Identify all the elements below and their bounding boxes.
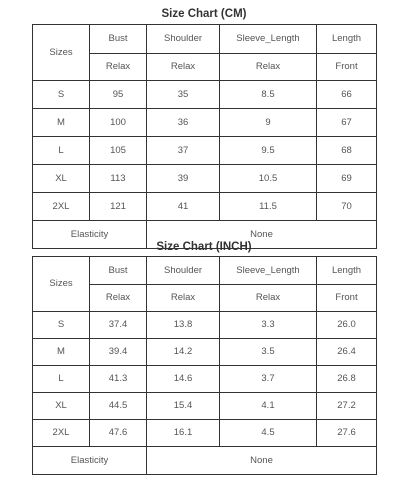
- cm-subheader-sleeve-length: Relax: [220, 54, 317, 81]
- shoulder-cell: 41: [147, 193, 220, 221]
- shoulder-cell: 36: [147, 109, 220, 137]
- inch-elasticity-value: None: [147, 447, 377, 475]
- table-row: [33, 339, 377, 366]
- length-cell: 26.8: [317, 366, 377, 393]
- inch-subheader-shoulder: Relax: [147, 285, 220, 312]
- cm-header-row: [33, 25, 377, 54]
- inch-elasticity-label: Elasticity: [33, 447, 147, 475]
- inch-header-row: [33, 257, 377, 285]
- shoulder-cell: 13.8: [147, 312, 220, 339]
- size-cell: S: [33, 81, 90, 109]
- bust-cell: 37.4: [90, 312, 147, 339]
- bust-cell: 105: [90, 137, 147, 165]
- shoulder-cell: 14.2: [147, 339, 220, 366]
- length-cell: 27.6: [317, 420, 377, 447]
- inch-chart-title: Size Chart (INCH): [156, 241, 252, 253]
- sleeve-length-cell: 8.5: [220, 81, 317, 109]
- cm-size-table: [32, 24, 377, 249]
- inch-header-length: Length: [317, 257, 377, 285]
- sleeve-length-cell: 3.3: [220, 312, 317, 339]
- table-row: [33, 393, 377, 420]
- cm-header-length: Length: [317, 25, 377, 54]
- cm-header-sleeve-length: Sleeve_Length: [220, 25, 317, 54]
- size-cell: M: [33, 109, 90, 137]
- cm-subheader-shoulder: Relax: [147, 54, 220, 81]
- size-cell: S: [33, 312, 90, 339]
- size-cell: XL: [33, 165, 90, 193]
- size-cell: XL: [33, 393, 90, 420]
- length-cell: 26.0: [317, 312, 377, 339]
- bust-cell: 44.5: [90, 393, 147, 420]
- inch-elasticity-row: [33, 447, 377, 475]
- shoulder-cell: 16.1: [147, 420, 220, 447]
- table-row: [33, 81, 377, 109]
- bust-cell: 100: [90, 109, 147, 137]
- shoulder-cell: 15.4: [147, 393, 220, 420]
- bust-cell: 95: [90, 81, 147, 109]
- table-row: [33, 165, 377, 193]
- cm-chart-title: Size Chart (CM): [161, 8, 247, 20]
- sleeve-length-cell: 4.5: [220, 420, 317, 447]
- shoulder-cell: 37: [147, 137, 220, 165]
- shoulder-cell: 35: [147, 81, 220, 109]
- length-cell: 70: [317, 193, 377, 221]
- inch-size-table: [32, 256, 377, 475]
- sleeve-length-cell: 4.1: [220, 393, 317, 420]
- sleeve-length-cell: 3.7: [220, 366, 317, 393]
- cm-sizes-header: Sizes: [33, 25, 90, 81]
- length-cell: 69: [317, 165, 377, 193]
- bust-cell: 121: [90, 193, 147, 221]
- size-cell: 2XL: [33, 420, 90, 447]
- cm-elasticity-label: Elasticity: [33, 221, 147, 249]
- table-row: [33, 420, 377, 447]
- cm-header-bust: Bust: [90, 25, 147, 54]
- bust-cell: 47.6: [90, 420, 147, 447]
- table-row: [33, 137, 377, 165]
- sleeve-length-cell: 11.5: [220, 193, 317, 221]
- cm-header-shoulder: Shoulder: [147, 25, 220, 54]
- bust-cell: 39.4: [90, 339, 147, 366]
- sleeve-length-cell: 9: [220, 109, 317, 137]
- inch-header-sleeve-length: Sleeve_Length: [220, 257, 317, 285]
- inch-header-bust: Bust: [90, 257, 147, 285]
- bust-cell: 41.3: [90, 366, 147, 393]
- length-cell: 26.4: [317, 339, 377, 366]
- inch-sizes-header: Sizes: [33, 257, 90, 312]
- sleeve-length-cell: 9.5: [220, 137, 317, 165]
- cm-subheader-length: Front: [317, 54, 377, 81]
- sleeve-length-cell: 10.5: [220, 165, 317, 193]
- length-cell: 67: [317, 109, 377, 137]
- length-cell: 27.2: [317, 393, 377, 420]
- shoulder-cell: 14.6: [147, 366, 220, 393]
- inch-header-shoulder: Shoulder: [147, 257, 220, 285]
- length-cell: 68: [317, 137, 377, 165]
- table-row: [33, 109, 377, 137]
- shoulder-cell: 39: [147, 165, 220, 193]
- inch-subheader-bust: Relax: [90, 285, 147, 312]
- cm-elasticity-value: None: [147, 221, 377, 249]
- sleeve-length-cell: 3.5: [220, 339, 317, 366]
- size-cell: 2XL: [33, 193, 90, 221]
- size-cell: L: [33, 137, 90, 165]
- size-cell: M: [33, 339, 90, 366]
- table-row: [33, 312, 377, 339]
- cm-subheader-bust: Relax: [90, 54, 147, 81]
- bust-cell: 113: [90, 165, 147, 193]
- length-cell: 66: [317, 81, 377, 109]
- inch-subheader-sleeve-length: Relax: [220, 285, 317, 312]
- size-cell: L: [33, 366, 90, 393]
- table-row: [33, 193, 377, 221]
- table-row: [33, 366, 377, 393]
- inch-subheader-length: Front: [317, 285, 377, 312]
